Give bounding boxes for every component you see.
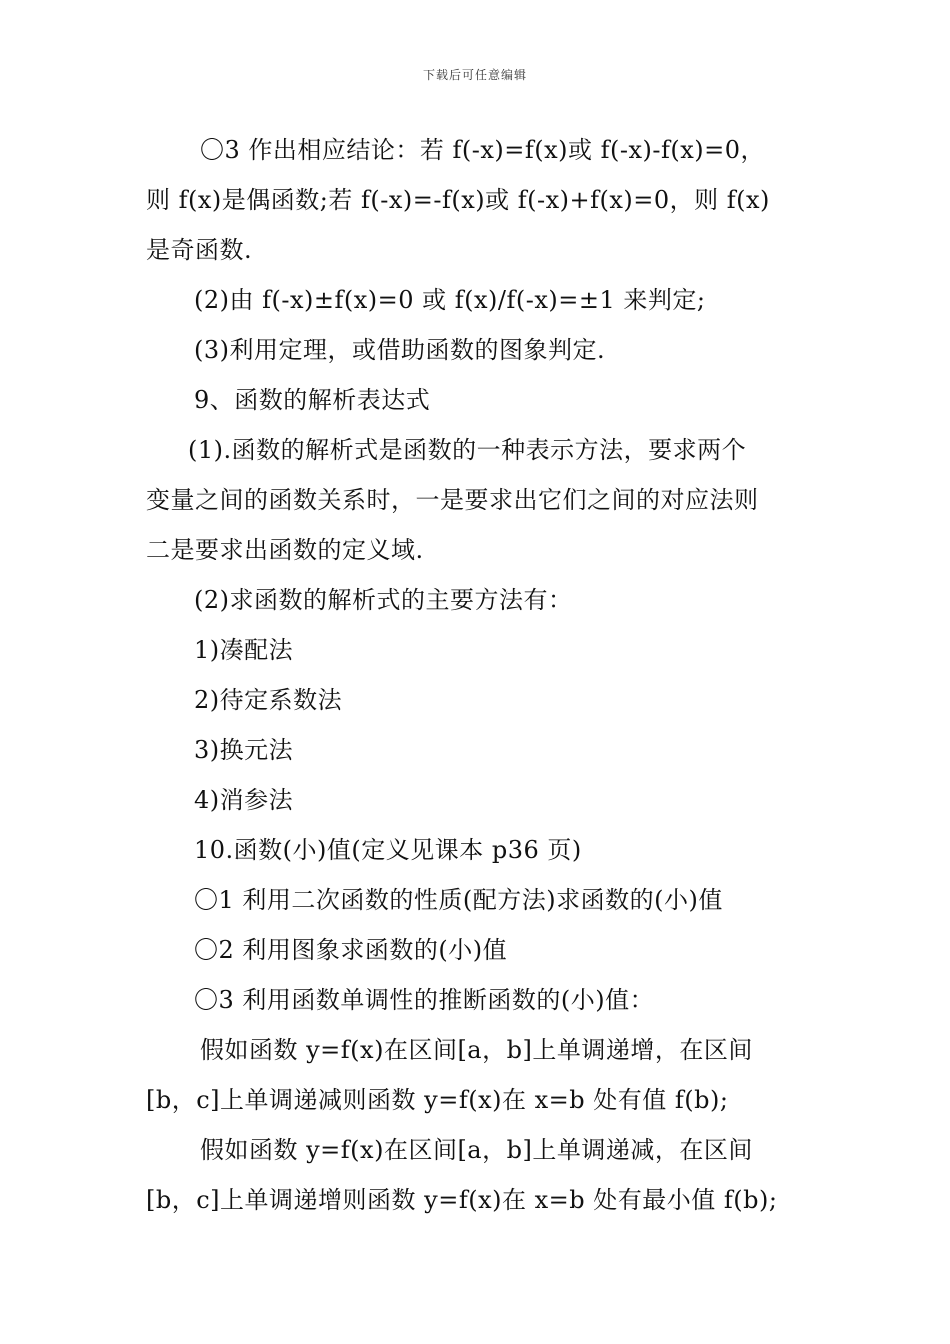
paragraph-line: 〇2 利用图象求函数的(小)值 [194, 936, 508, 964]
paragraph-line: (1).函数的解析式是函数的一种表示方法，要求两个 [188, 436, 747, 464]
paragraph-line: (2)求函数的解析式的主要方法有： [194, 586, 573, 614]
section-heading: 10.函数(小)值(定义见课本 p36 页) [194, 836, 582, 864]
list-item: 4)消参法 [194, 786, 294, 814]
paragraph-line: (3)利用定理，或借助函数的图象判定. [194, 336, 606, 364]
paragraph-line: 变量之间的函数关系时，一是要求出它们之间的对应法则 [146, 486, 759, 514]
document-body [146, 128, 806, 1228]
paragraph-line: 〇1 利用二次函数的性质(配方法)求函数的(小)值 [194, 886, 723, 914]
paragraph-line: [b，c]上单调递增则函数 y=f(x)在 x=b 处有最小值 f(b); [146, 1186, 778, 1214]
paragraph-line: (2)由 f(-x)±f(x)=0 或 f(x)/f(-x)=±1 来判定; [194, 286, 706, 314]
paragraph-line: 是奇函数. [146, 236, 253, 264]
paragraph-line: 二是要求出函数的定义域. [146, 536, 424, 564]
list-item: 2)待定系数法 [194, 686, 343, 714]
page-header-watermark: 下载后可任意编辑 [422, 68, 527, 82]
list-item: 1)凑配法 [194, 636, 294, 664]
paragraph-line: [b，c]上单调递减则函数 y=f(x)在 x=b 处有值 f(b); [146, 1086, 729, 1114]
paragraph-line: 〇3 利用函数单调性的推断函数的(小)值： [194, 986, 655, 1014]
paragraph-line: 假如函数 y=f(x)在区间[a，b]上单调递增，在区间 [200, 1036, 753, 1064]
paragraph-line: 假如函数 y=f(x)在区间[a，b]上单调递减，在区间 [200, 1136, 753, 1164]
paragraph-line: 〇3 作出相应结论：若 f(-x)=f(x)或 f(-x)-f(x)=0， [200, 136, 766, 164]
list-item: 3)换元法 [194, 736, 294, 764]
paragraph-line: 则 f(x)是偶函数;若 f(-x)=-f(x)或 f(-x)+f(x)=0，则 f(x) [146, 186, 770, 214]
section-heading: 9、函数的解析表达式 [194, 386, 431, 414]
